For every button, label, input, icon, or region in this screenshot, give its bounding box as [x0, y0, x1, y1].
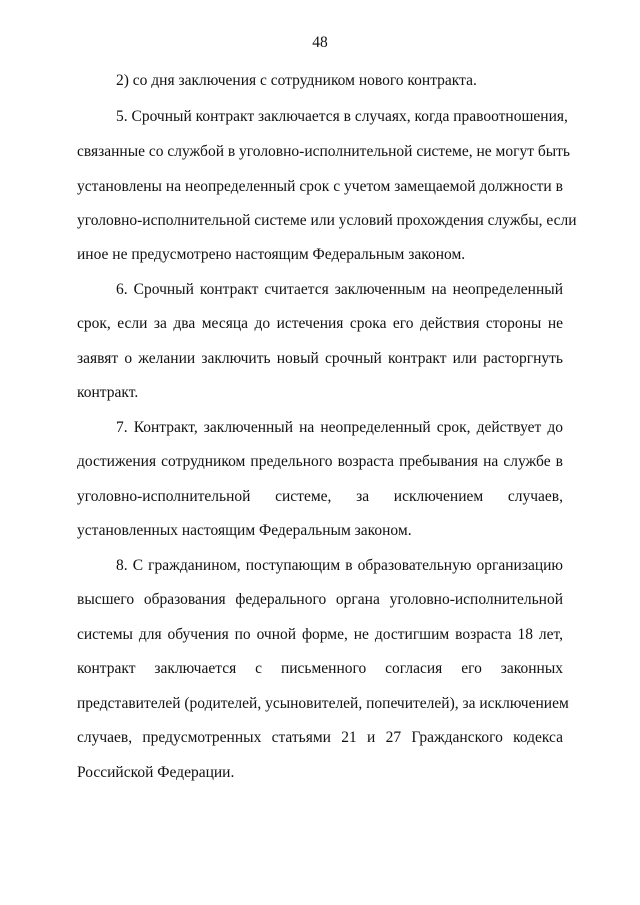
- paragraph-line: высшего образования федерального органа уголовно-исполнительной: [77, 591, 563, 608]
- paragraph-line: Российской Федерации.: [77, 764, 235, 781]
- page-number: 48: [312, 34, 328, 51]
- paragraph-line: уголовно-исполнительной системе, за исключением случаев,: [77, 488, 563, 505]
- paragraph-line: контракт.: [77, 384, 139, 401]
- paragraph-line: связанные со службой в уголовно-исполнительной системе, не могут быть: [77, 143, 570, 160]
- paragraph-line: срок, если за два месяца до истечения срока его действия стороны не: [77, 315, 563, 332]
- paragraph-line: иное не предусмотрено настоящим Федеральным законом.: [77, 246, 466, 263]
- paragraph-line: 8. С гражданином, поступающим в образовательную организацию: [116, 557, 563, 574]
- paragraph-line: 2) со дня заключения с сотрудником нового контракта.: [116, 72, 477, 89]
- paragraph-line: 5. Срочный контракт заключается в случаях, когда правоотношения,: [116, 108, 568, 125]
- paragraph-line: 7. Контракт, заключенный на неопределенный срок, действует до: [116, 419, 563, 436]
- paragraph-line: уголовно-исполнительной системе или условий прохождения службы, если: [77, 212, 577, 229]
- paragraph-line: контракт заключается с письменного согласия его законных: [77, 660, 563, 677]
- paragraph-line: представителей (родителей, усыновителей, попечителей), за исключением: [77, 695, 569, 712]
- paragraph-line: установлены на неопределенный срок с учетом замещаемой должности в: [77, 178, 563, 195]
- paragraph-line: достижения сотрудником предельного возраста пребывания на службе в: [77, 453, 563, 470]
- paragraph-line: системы для обучения по очной форме, не достигшим возраста 18 лет,: [77, 626, 563, 643]
- paragraph-line: 6. Срочный контракт считается заключенным на неопределенный: [116, 281, 563, 298]
- paragraph-line: установленных настоящим Федеральным законом.: [77, 522, 412, 539]
- paragraph-line: заявят о желании заключить новый срочный контракт или расторгнуть: [77, 350, 563, 367]
- paragraph-line: случаев, предусмотренных статьями 21 и 27 Гражданского кодекса: [77, 729, 563, 746]
